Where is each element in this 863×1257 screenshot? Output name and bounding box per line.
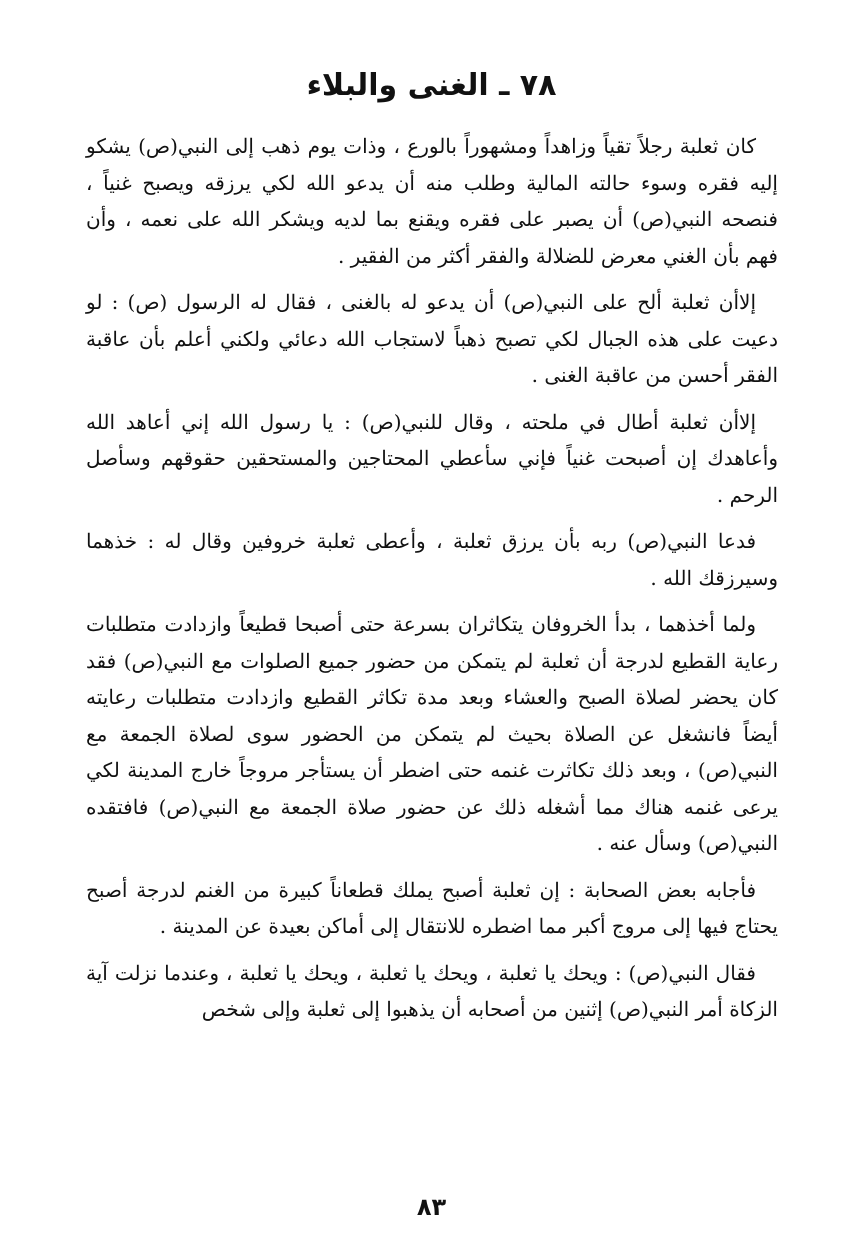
paragraph: إلاأن ثعلبة أطال في ملحته ، وقال للنبي(ص) : يا رسول الله إني أعاهد الله وأعاهدك إن أصبحت غنياً فإني سأعطي المحتاجين والمستحقين حقوقهم وسأصل الرحم . [86, 409, 778, 507]
paragraph: فقال النبي(ص) : ويحك يا ثعلبة ، ويحك يا ثعلبة ، ويحك يا ثعلبة ، وعندما نزلت آية الزكاة أمر النبي(ص) إثنين من أصحابه أن يذهبوا إلى ثعلبة وإلى شخص [86, 960, 778, 1021]
body-text [86, 128, 778, 1038]
paragraph: ولما أخذهما ، بدأ الخروفان يتكاثران بسرعة حتى أصبحا قطيعاً وازدادت متطلبات رعاية القطيع لدرجة أن ثعلبة لم يتمكن من حضور جميع الصلوات مع النبي(ص) فقد كان يحضر لصلاة الصبح والعشاء وبعد مدة تكاثر القطيع وازدادت متطلبات رعايته أيضاً فانشغل عن الصلاة بحيث لم يتمكن من الحضور سوى لصلاة الجمعة مع النبي(ص) ، وبعد ذلك تكاثرت غنمه حتى اضطر أن يستأجر مروجاً خارج المدينة لكي يرعى غنمه هناك مما أشغله ذلك عن حضور صلاة الجمعة مع النبي(ص) فافتقده النبي(ص) وسأل عنه . [86, 612, 778, 855]
paragraph: إلاأن ثعلبة ألح على النبي(ص) أن يدعو له بالغنى ، فقال له الرسول (ص) : لو دعيت على هذه الجبال لكي تصبح ذهباً لاستجاب الله دعائي ولكني أعلم بأن عاقبة الفقر أحسن من عاقبة الغنى . [86, 290, 779, 387]
paragraph: فأجابه بعض الصحابة : إن ثعلبة أصبح يملك قطعاناً كبيرة من الغنم لدرجة أصبح يحتاج فيها إلى مروج أكبر مما اضطره للانتقال إلى أماكن بعيدة عن المدينة . [86, 877, 778, 938]
page-number: ٨٣ [416, 1193, 447, 1221]
chapter-title: ٧٨ ـ الغنى والبلاء [306, 68, 557, 103]
paragraph: فدعا النبي(ص) ربه بأن يرزق ثعلبة ، وأعطى ثعلبة خروفين وقال له : خذهما وسيرزقك الله . [86, 529, 778, 590]
paragraph: كان ثعلبة رجلاً تقياً وزاهداً ومشهوراً بالورع ، وذات يوم ذهب إلى النبي(ص) يشكو إليه فقره وسوء حالته المالية وطلب منه أن يدعو الله لكي يرزقه ويصبح غنياً ، فنصحه النبي(ص) أن يصبر على فقره ويقنع بما لديه ويشكر الله على نعمه ، وأن فهم بأن الغني معرض للضلالة والفقر أكثر من الفقير . [86, 134, 778, 268]
